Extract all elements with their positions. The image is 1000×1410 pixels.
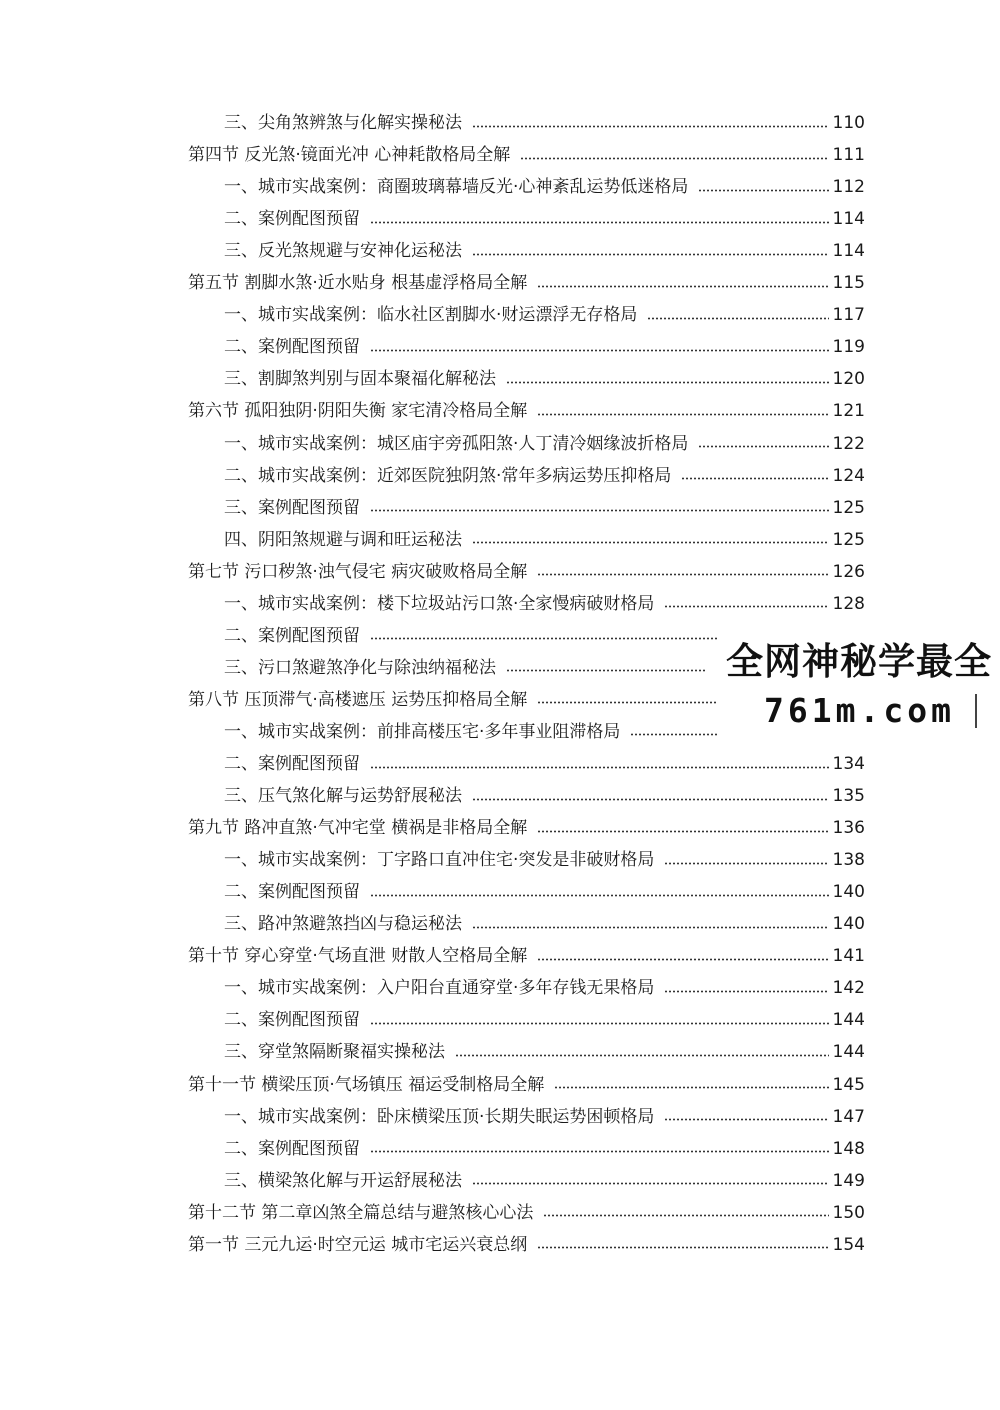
toc-subsection-entry <box>224 749 865 779</box>
toc-entry-label: 一、城市实战案例：前排高楼压宅·多年事业阻滞格局 <box>224 721 621 742</box>
toc-subsection-entry <box>224 300 865 330</box>
toc-entry-label: 二、案例配图预留 <box>224 882 360 903</box>
toc-page-number: 122 <box>832 433 865 454</box>
toc-dot-leader <box>698 445 828 448</box>
toc-entry-label: 三、穿堂煞隔断聚福实操秘法 <box>224 1042 445 1063</box>
toc-entry-label: 第九节 路冲直煞·气冲宅堂 横祸是非格局全解 <box>188 818 528 839</box>
toc-entry-label: 一、城市实战案例：入户阳台直通穿堂·多年存钱无果格局 <box>224 978 655 999</box>
toc-dot-leader <box>370 766 829 769</box>
toc-entry-label: 第十节 穿心穿堂·气场直泄 财散人空格局全解 <box>188 946 528 967</box>
toc-dot-leader <box>664 1118 828 1121</box>
toc-dot-leader <box>537 413 828 416</box>
toc-dot-leader <box>537 285 828 288</box>
toc-entry-label: 第四节 反光煞·镜面光冲 心神耗散格局全解 <box>188 145 511 166</box>
toc-page-number: 148 <box>832 1138 865 1159</box>
toc-dot-leader <box>370 894 829 897</box>
watermark-text: 全网神秘学最全 <box>726 640 992 683</box>
toc-subsection-entry <box>224 429 865 459</box>
toc-entry-label: 三、案例配图预留 <box>224 497 360 518</box>
toc-entry-label: 三、尖角煞辨煞与化解实操秘法 <box>224 113 462 133</box>
toc-page-number: 140 <box>832 914 865 935</box>
toc-dot-leader <box>537 701 737 704</box>
toc-subsection-entry <box>224 909 865 939</box>
toc-entry-label: 二、城市实战案例：近郊医院独阴煞·常年多病运势压抑格局 <box>224 465 672 486</box>
toc-section-entry <box>188 1198 865 1228</box>
toc-dot-leader <box>455 1054 829 1057</box>
toc-section-entry <box>188 140 865 170</box>
toc-subsection-entry <box>224 332 865 362</box>
toc-dot-leader <box>647 317 828 320</box>
toc-section-entry <box>188 1070 865 1100</box>
toc-subsection-entry <box>224 236 865 266</box>
toc-dot-leader <box>370 221 829 224</box>
toc-dot-leader <box>370 1150 829 1153</box>
toc-entry-label: 第十二节 第二章凶煞全篇总结与避煞核心心法 <box>188 1202 534 1223</box>
toc-dot-leader <box>543 1214 828 1217</box>
toc-entry-label: 第六节 孤阳独阴·阴阳失衡 家宅清冷格局全解 <box>188 401 528 422</box>
toc-dot-leader <box>520 157 828 160</box>
toc-entry-label: 二、案例配图预留 <box>224 1010 360 1031</box>
toc-entry-label: 第五节 割脚水煞·近水贴身 根基虚浮格局全解 <box>188 273 528 294</box>
watermark-url: 761m.com <box>764 691 955 730</box>
toc-page-number: 147 <box>832 1106 865 1127</box>
toc-page-number: 124 <box>832 465 865 486</box>
toc-subsection-entry <box>224 172 865 202</box>
toc-subsection-entry <box>224 493 865 523</box>
toc-dot-leader <box>698 189 828 192</box>
toc-entry-label: 一、城市实战案例：卧床横梁压顶·长期失眠运势困顿格局 <box>224 1106 655 1127</box>
toc-subsection-entry <box>224 108 865 138</box>
toc-page-number: 138 <box>832 850 865 871</box>
toc-page-number: 125 <box>832 497 865 518</box>
toc-dot-leader <box>506 381 829 384</box>
toc-entry-label: 三、污口煞避煞净化与除浊纳福秘法 <box>224 657 496 678</box>
toc-entry-label: 三、压气煞化解与运势舒展秘法 <box>224 786 462 807</box>
toc-page-number: 126 <box>832 561 865 582</box>
toc-section-entry <box>188 396 865 426</box>
toc-entry-label: 二、案例配图预留 <box>224 754 360 774</box>
toc-dot-leader <box>537 1246 828 1249</box>
toc-subsection-entry <box>224 973 865 1003</box>
toc-page-number: 119 <box>832 337 865 358</box>
toc-dot-leader <box>537 958 828 961</box>
toc-entry-label: 第七节 污口秽煞·浊气侵宅 病灾破败格局全解 <box>188 561 528 582</box>
toc-dot-leader <box>554 1086 828 1089</box>
toc-page-number: 114 <box>832 209 865 230</box>
toc-dot-leader <box>537 573 828 576</box>
toc-dot-leader <box>681 477 828 480</box>
toc-subsection-entry <box>224 589 865 619</box>
toc-subsection-entry <box>224 1102 865 1132</box>
toc-entry-label: 一、城市实战案例：楼下垃圾站污口煞·全家慢病破财格局 <box>224 593 655 614</box>
toc-page-number: 114 <box>832 241 865 262</box>
toc-page-number: 154 <box>832 1234 865 1255</box>
toc-section-entry <box>188 557 865 587</box>
toc-subsection-entry <box>224 525 865 555</box>
toc-page-number: 111 <box>832 145 865 166</box>
toc-dot-leader <box>472 541 829 544</box>
toc-page-number: 128 <box>832 593 865 614</box>
toc-subsection-entry <box>224 1037 865 1067</box>
toc-entry-label: 二、案例配图预留 <box>224 1138 360 1159</box>
toc-entry-label: 二、案例配图预留 <box>224 625 360 646</box>
toc-entry-label: 一、城市实战案例：商圈玻璃幕墙反光·心神紊乱运势低迷格局 <box>224 177 689 198</box>
toc-entry-label: 三、路冲煞避煞挡凶与稳运秘法 <box>224 914 462 935</box>
toc-entry-label: 三、割脚煞判别与固本聚福化解秘法 <box>224 369 496 390</box>
toc-page-number: 144 <box>832 1010 865 1031</box>
toc-dot-leader <box>472 798 829 801</box>
toc-section-entry <box>188 813 865 843</box>
toc-page-number: 136 <box>832 818 865 839</box>
toc-dot-leader <box>664 862 828 865</box>
toc-dot-leader <box>370 509 829 512</box>
toc-page-number: 135 <box>832 786 865 807</box>
toc-dot-leader <box>370 1022 829 1025</box>
toc-section-entry <box>188 268 865 298</box>
toc-dot-leader <box>664 605 828 608</box>
toc-subsection-entry <box>224 1134 865 1164</box>
toc-entry-label: 第十一节 横梁压顶·气场镇压 福运受制格局全解 <box>188 1074 545 1095</box>
toc-entry-label: 一、城市实战案例：丁字路口直冲住宅·突发是非破财格局 <box>224 850 655 871</box>
toc-section-entry <box>188 1230 865 1260</box>
toc-dot-leader <box>664 990 828 993</box>
toc-dot-leader <box>472 125 829 128</box>
toc-entry-label: 一、城市实战案例：城区庙宇旁孤阳煞·人丁清冷姻缘波折格局 <box>224 433 689 454</box>
toc-page-number: 112 <box>832 177 865 198</box>
toc-entry-label: 三、横梁煞化解与开运舒展秘法 <box>224 1170 462 1191</box>
toc-subsection-entry <box>224 1166 865 1196</box>
toc-page-number: 150 <box>832 1202 865 1223</box>
toc-entry-label: 二、案例配图预留 <box>224 209 360 230</box>
toc-page-number: 145 <box>832 1074 865 1095</box>
toc-entry-label: 四、阴阳煞规避与调和旺运秘法 <box>224 529 462 550</box>
toc-dot-leader <box>472 1182 829 1185</box>
toc-subsection-entry <box>224 364 865 394</box>
toc-dot-leader <box>472 926 829 929</box>
watermark-divider <box>975 694 977 728</box>
toc-page-number: 125 <box>832 529 865 550</box>
toc-section-entry <box>188 941 865 971</box>
toc-page-number: 115 <box>832 273 865 294</box>
toc-entry-label: 一、城市实战案例：临水社区割脚水·财运漂浮无存格局 <box>224 305 638 326</box>
toc-page-number: 144 <box>832 1042 865 1063</box>
toc-subsection-entry <box>224 1005 865 1035</box>
toc-subsection-entry <box>224 877 865 907</box>
toc-dot-leader <box>537 830 828 833</box>
toc-entry-label: 第八节 压顶滞气·高楼遮压 运势压抑格局全解 <box>188 689 528 710</box>
toc-subsection-entry <box>224 461 865 491</box>
toc-dot-leader <box>472 253 829 256</box>
toc-page-number: 149 <box>832 1170 865 1191</box>
toc-dot-leader <box>506 669 706 672</box>
toc-page-number: 117 <box>832 305 865 326</box>
toc-page-number: 134 <box>832 754 865 774</box>
toc-dot-leader <box>370 349 829 352</box>
toc-page-number: 121 <box>832 401 865 422</box>
toc-page-number: 142 <box>832 978 865 999</box>
toc-entry-label: 第一节 三元九运·时空元运 城市宅运兴衰总纲 <box>188 1234 528 1255</box>
toc-entry-label: 三、反光煞规避与安神化运秘法 <box>224 241 462 262</box>
toc-page-number: 110 <box>832 113 865 133</box>
toc-page-number: 120 <box>832 369 865 390</box>
toc-page-number: 141 <box>832 946 865 967</box>
toc-entry-label: 二、案例配图预留 <box>224 337 360 358</box>
toc-subsection-entry <box>224 781 865 811</box>
toc-page-number: 140 <box>832 882 865 903</box>
toc-subsection-entry <box>224 204 865 234</box>
toc-subsection-entry <box>224 845 865 875</box>
